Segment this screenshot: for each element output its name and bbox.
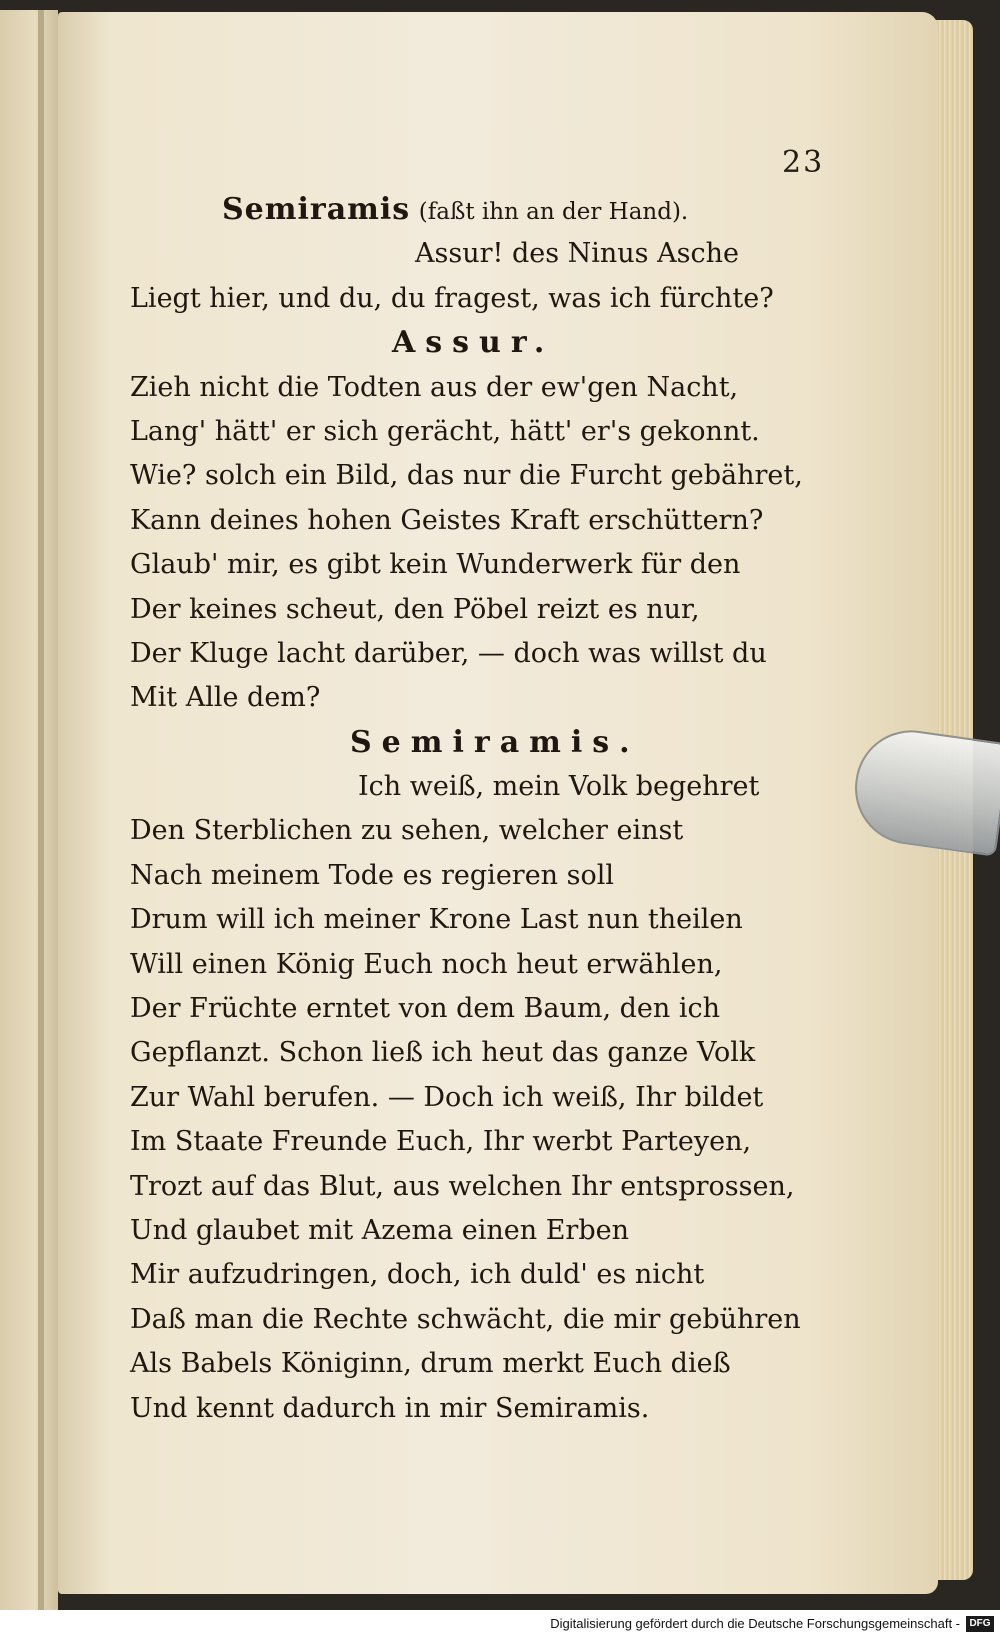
verse-line: Der keines scheut, den Pöbel reizt es nur, <box>130 593 700 625</box>
verse-line: Daß man die Rechte schwächt, die mir gebühren <box>130 1303 801 1335</box>
verse-line: Glaub' mir, es gibt kein Wunderwerk für den <box>130 549 741 581</box>
speaker-line <box>130 721 830 765</box>
verse-line: Der Früchte erntet von dem Baum, den ich <box>130 993 721 1025</box>
verse-line: Gepflanzt. Schon ließ ich heut das ganze Volk <box>130 1037 756 1069</box>
verse-line: Assur! des Ninus Asche <box>415 238 739 270</box>
gutter-shadow <box>38 10 44 1610</box>
verse-line: Den Sterblichen zu sehen, welcher einst <box>130 815 684 847</box>
speaker-name: Semiramis <box>222 192 411 227</box>
verse-line: Trozt auf das Blut, aus welchen Ihr entsprossen, <box>130 1170 795 1202</box>
facing-page-edge <box>0 10 58 1610</box>
play-text <box>130 188 830 1431</box>
verse-line: Mir aufzudringen, doch, ich duld' es nicht <box>130 1259 705 1291</box>
verse-line: Als Babels Königinn, drum merkt Euch dieß <box>130 1348 731 1380</box>
verse-line: Nach meinem Tode es regieren soll <box>130 859 615 891</box>
verse-line: Liegt hier, und du, du fragest, was ich fürchte? <box>130 282 774 314</box>
page-number: 23 <box>782 145 825 180</box>
verse-line: Kann deines hohen Geistes Kraft erschüttern? <box>130 504 764 536</box>
verse-line: Lang' hätt' er sich gerächt, hätt' er's gekonnt. <box>130 415 760 447</box>
verse-line: Wie? solch ein Bild, das nur die Furcht gebähret, <box>130 460 803 492</box>
speaker-name: Semiramis. <box>350 724 640 760</box>
verse-line: Drum will ich meiner Krone Last nun theilen <box>130 904 743 936</box>
funding-credit: Digitalisierung gefördert durch die Deutsche Forschungsgemeinschaft - <box>550 1616 960 1631</box>
footer-bar <box>0 1610 1000 1638</box>
verse-line: Zur Wahl berufen. — Doch ich weiß, Ihr bildet <box>130 1081 764 1113</box>
verse-line: Will einen König Euch noch heut erwählen, <box>130 948 723 980</box>
verse-line: Zieh nicht die Todten aus der ew'gen Nacht, <box>130 371 739 403</box>
verse-line: Im Staate Freunde Euch, Ihr werbt Parteyen, <box>130 1126 752 1158</box>
stage-direction: (faßt ihn an der Hand). <box>418 199 689 225</box>
verse-line: Ich weiß, mein Volk begehret <box>358 771 760 803</box>
dfg-logo: DFG <box>966 1616 994 1632</box>
verse-line: Und glaubet mit Azema einen Erben <box>130 1214 629 1246</box>
verse-line: Und kennt dadurch in mir Semiramis. <box>130 1392 650 1424</box>
speaker-line <box>130 188 830 232</box>
verse-line: Der Kluge lacht darüber, — doch was willst du <box>130 637 767 669</box>
speaker-line <box>130 321 830 365</box>
verse-line: Mit Alle dem? <box>130 682 321 714</box>
speaker-name: Assur. <box>392 325 555 361</box>
